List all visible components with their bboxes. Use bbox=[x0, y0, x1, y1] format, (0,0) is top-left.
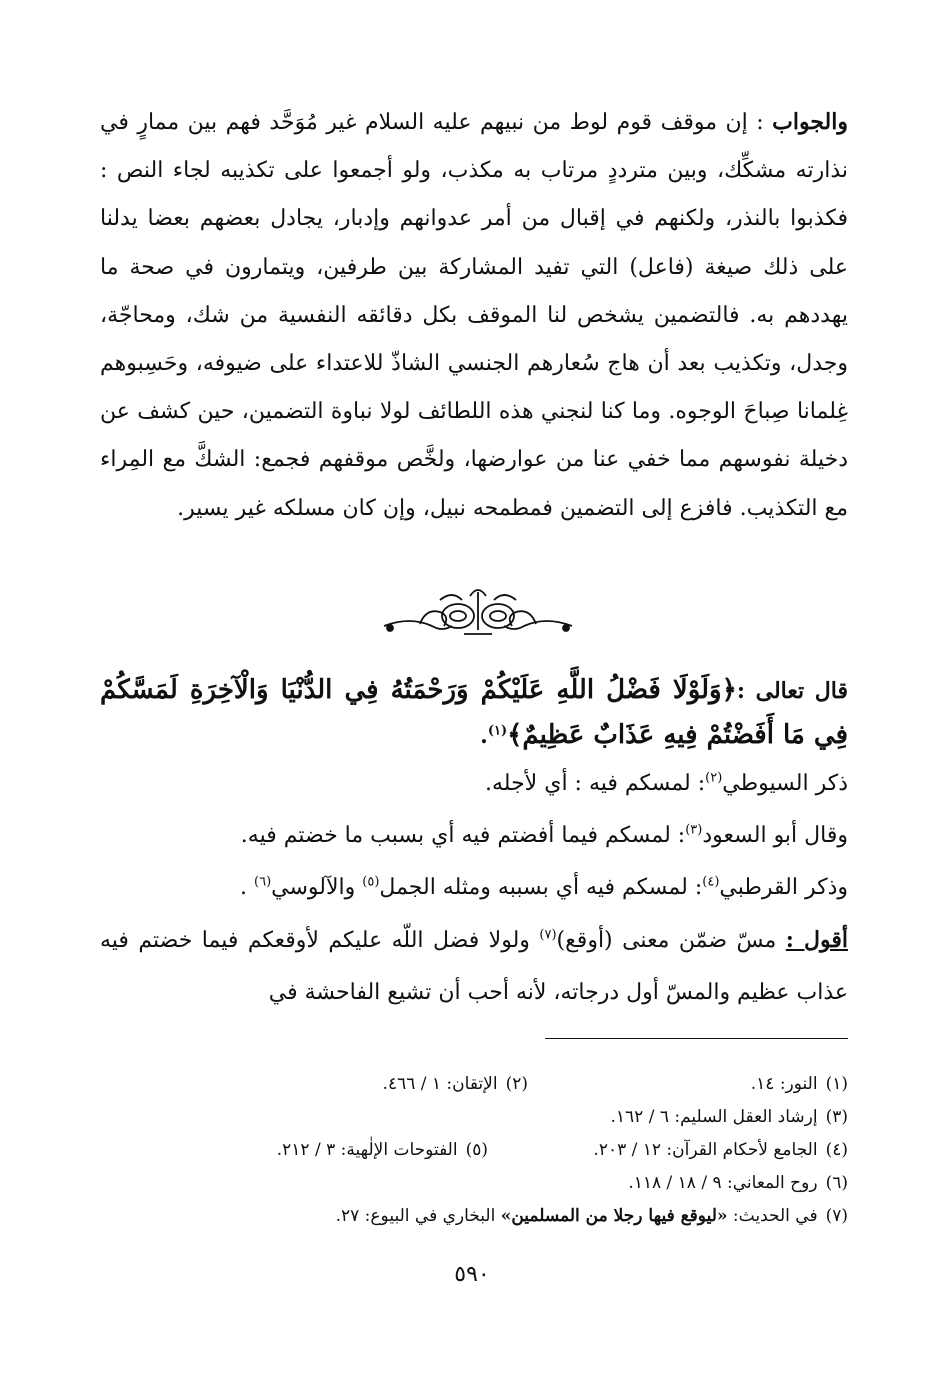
footnotes bbox=[100, 1068, 848, 1233]
footnote-ref: (٣) bbox=[685, 822, 703, 838]
footnote-row bbox=[100, 1134, 848, 1167]
line-text: : لمسكم فيه أي بسببه ومثله الجمل bbox=[379, 875, 703, 900]
footnote-ref: (٥) bbox=[362, 874, 380, 890]
footnote-5 bbox=[277, 1134, 488, 1167]
footnote-number: (٢) bbox=[505, 1074, 528, 1094]
footnote-text: الفتوحات الإلٰهية: ٣ / ٢١٢. bbox=[276, 1140, 458, 1160]
decorative-ornament bbox=[380, 582, 576, 640]
verse-intro: قال تعالى : bbox=[736, 678, 848, 704]
footnote-divider bbox=[545, 1038, 848, 1039]
footnote-ref: (٧) bbox=[539, 927, 557, 943]
answer-lead: والجواب bbox=[772, 109, 848, 135]
footnote-ref: (٢) bbox=[705, 770, 723, 786]
author-comment bbox=[100, 914, 848, 1019]
verse-section bbox=[100, 668, 848, 1019]
footnote-number: (٤) bbox=[825, 1140, 848, 1160]
footnote-number: (٦) bbox=[825, 1173, 848, 1193]
footnote-number: (٥) bbox=[465, 1140, 488, 1160]
abu-saud-line bbox=[100, 810, 848, 862]
footnote-ref: (٤) bbox=[702, 874, 720, 890]
footnote-4 bbox=[488, 1134, 848, 1167]
footnote-text: الإتقان: ١ / ٤٦٦. bbox=[382, 1074, 498, 1094]
page-number: ٥٩٠ bbox=[454, 1262, 490, 1287]
footnote-ref: (٦) bbox=[254, 874, 272, 890]
footnote-text: الجامع لأحكام القرآن: ١٢ / ٢٠٣. bbox=[593, 1140, 818, 1160]
quran-text: ﴿وَلَوْلَا فَضْلُ اللَّهِ عَلَيْكُمْ وَرَحْمَتُهُ فِي الدُّنْيَا وَالْآخِرَةِ لَمَسَّكُمْ فِي مَا أَفَضْتُمْ فِيهِ عَذَابٌ عَظِيمٌ﴾ bbox=[100, 675, 848, 750]
footnote-text: البخاري في البيوع: ٢٧. bbox=[335, 1206, 501, 1226]
hadith-quote: «ليوقع فيها رجلا من المسلمين» bbox=[500, 1206, 728, 1226]
verse-end: . bbox=[480, 723, 488, 749]
footnote-number: (١) bbox=[825, 1074, 848, 1094]
qurtubi-line bbox=[100, 862, 848, 914]
line-text: . bbox=[240, 875, 254, 900]
line-text: : لمسكم فيه : أي لأجله. bbox=[485, 771, 706, 796]
line-text: والآلوسي bbox=[271, 875, 363, 900]
footnote-2 bbox=[383, 1068, 528, 1101]
suyuti-line bbox=[100, 758, 848, 810]
line-text: ولولا فضل اللّه عليكم لأوقعكم فيما خضتم فيه عذاب عظيم والمسّ أول درجاته، لأنه أحب أن تشيع الفاحشة في bbox=[100, 928, 848, 1005]
line-text: وذكر القرطبي bbox=[719, 875, 848, 900]
footnote-7 bbox=[336, 1200, 848, 1233]
footnote-1 bbox=[528, 1068, 848, 1101]
answer-text: : إن موقف قوم لوط من نبيهم عليه السلام غير مُوَحَّد فهم بين ممارٍ في نذارته مشكِّك، وبين مترددٍ مرتاب به مكذب، ولو أجمعوا على تكذيبه لجاء النص : فكذبوا بالنذر، ولكنهم في إقبال من أمر عدوانهم وإدبار، يجادل بعضهم بعضا يدلنا على ذلك صيغة (فاعل) التي تفيد المشاركة بين طرفين، ويتمارون في صحة ما يهددهم به. فالتضمين يشخص لنا الموقف بكل دقائقه النفسية من شك، ومحاجّة، وجدل، وتكذيب بعد أن هاج سُعارهم الجنسي الشاذّ للاعتداء على ضيوفه، وحَسِبوهم غِلمانا صِباحَ الوجوه. وما كنا لنجني هذه اللطائف لولا نباوة التضمين، حين كشف عن دخيلة نفوسهم مما خفي عنا من عوارضها، ولخَّص موقفهم فجمع: الشكَّ مع المِراء مع التكذيب. فافزع إلى التضمين فمطمحه نبيل، وإن كان مسلكه غير يسير. bbox=[100, 110, 848, 521]
line-text: ذكر السيوطي bbox=[722, 771, 848, 796]
footnote-ref: (١) bbox=[487, 723, 508, 739]
footnote-row bbox=[100, 1167, 848, 1200]
footnote-6 bbox=[628, 1167, 848, 1200]
footnote-text: النور: ١٤. bbox=[750, 1074, 818, 1094]
footnote-number: (٣) bbox=[825, 1107, 848, 1127]
footnote-text: روح المعاني: ٩ / ١٨ / ١١٨. bbox=[628, 1173, 818, 1193]
line-text: مسّ ضمّن معنى (أوقع) bbox=[556, 928, 786, 953]
line-text: : لمسكم فيما أفضتم فيه أي بسبب ما خضتم فيه. bbox=[240, 823, 686, 848]
footnote-row bbox=[100, 1068, 848, 1101]
footnote-3 bbox=[610, 1101, 848, 1134]
footnote-number: (٧) bbox=[825, 1206, 848, 1226]
footnote-text: إرشاد العقل السليم: ٦ / ١٦٢. bbox=[610, 1107, 818, 1127]
footnote-text: في الحديث: bbox=[727, 1206, 818, 1226]
footnote-row bbox=[100, 1101, 848, 1134]
aqwal-label: أقول : bbox=[785, 927, 848, 953]
footnote-row bbox=[100, 1200, 848, 1233]
answer-paragraph bbox=[100, 98, 848, 533]
verse-quote bbox=[100, 668, 848, 758]
line-text: وقال أبو السعود bbox=[702, 823, 848, 848]
